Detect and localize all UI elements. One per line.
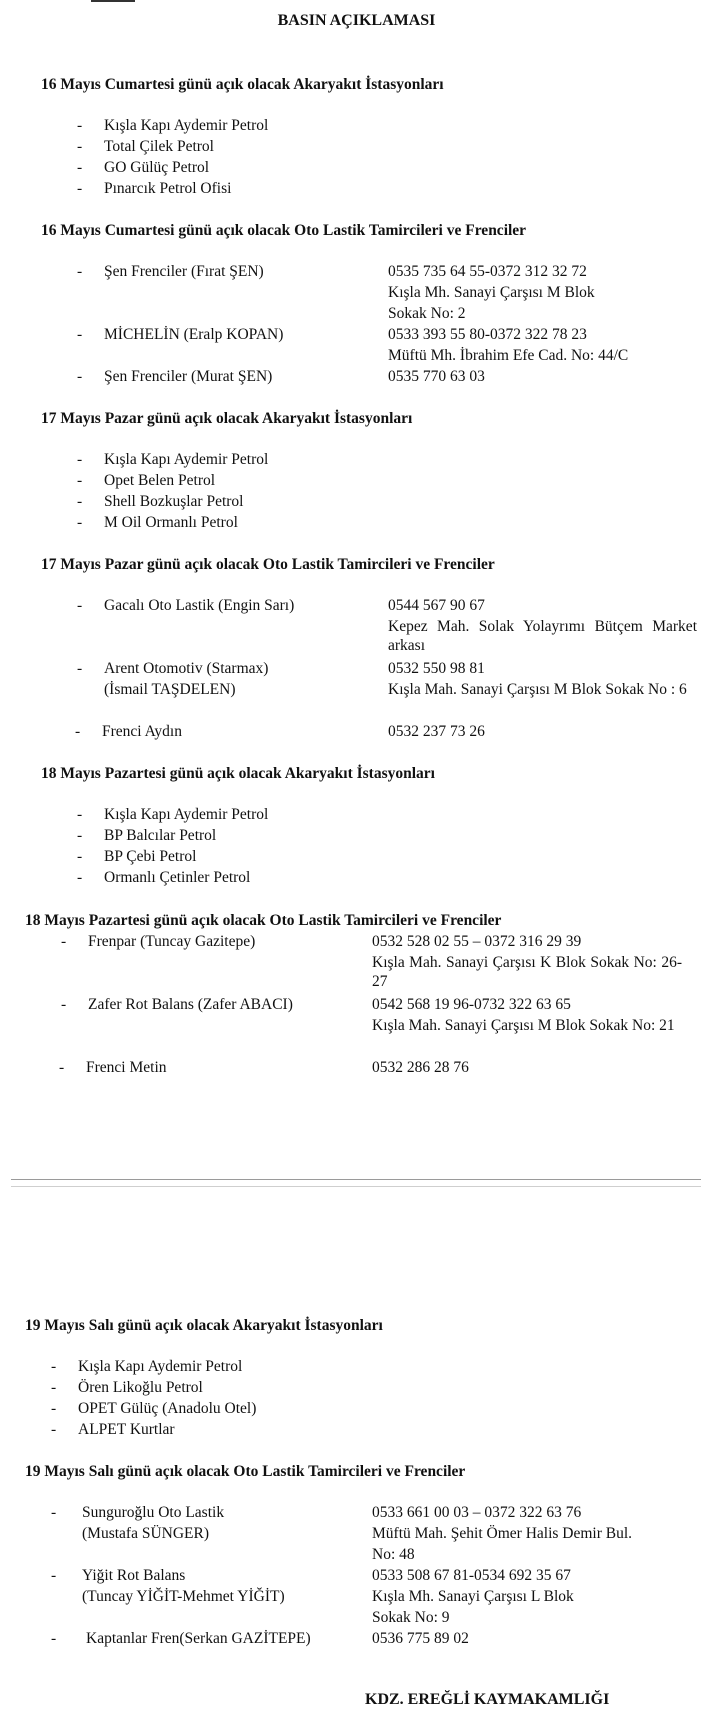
- shop-name: Arent Otomotiv (Starmax): [104, 660, 269, 677]
- bullet: -: [77, 138, 83, 155]
- bullet: -: [77, 326, 83, 343]
- shop-phone: 0533 508 67 81-0534 692 35 67: [372, 1567, 571, 1584]
- shop-address: Kepez Mah. Solak Yolayrımı Bütçem Market arkası: [388, 618, 697, 654]
- shop-phone: 0533 393 55 80-0372 322 78 23: [388, 326, 587, 343]
- bullet: -: [77, 514, 83, 531]
- shop-name: Frenci Aydın: [102, 723, 182, 740]
- list-item: BP Balcılar Petrol: [104, 827, 217, 844]
- bullet: -: [51, 1379, 57, 1396]
- bullet: -: [77, 117, 83, 134]
- shop-name: Kaptanlar Fren(Serkan GAZİTEPE): [86, 1630, 311, 1647]
- bullet: -: [51, 1400, 57, 1417]
- shop-address: Kışla Mah. Sanayi Çarşısı M Blok Sokak No: 21: [372, 1017, 675, 1034]
- shop-name: Şen Frenciler (Fırat ŞEN): [104, 263, 264, 280]
- section-heading: 18 Mayıs Pazartesi günü açık olacak Oto Lastik Tamircileri ve Frenciler: [25, 912, 502, 929]
- list-item: ALPET Kurtlar: [78, 1421, 175, 1438]
- shop-owner: (Mustafa SÜNGER): [82, 1525, 209, 1542]
- bullet: -: [61, 933, 67, 950]
- shop-address: Müftü Mh. İbrahim Efe Cad. No: 44/C: [388, 347, 629, 364]
- list-item: Shell Bozkuşlar Petrol: [104, 493, 244, 510]
- list-item: Ören Likoğlu Petrol: [78, 1379, 203, 1396]
- bullet: -: [77, 493, 83, 510]
- bullet: -: [77, 263, 83, 280]
- shop-name: Sunguroğlu Oto Lastik: [82, 1504, 225, 1521]
- list-item: Kışla Kapı Aydemir Petrol: [104, 806, 269, 823]
- list-item: GO Gülüç Petrol: [104, 159, 210, 176]
- page-break-divider: [11, 1179, 701, 1187]
- shop-address: Kışla Mh. Sanayi Çarşısı L Blok: [372, 1588, 574, 1605]
- bullet: -: [77, 848, 83, 865]
- list-item: Kışla Kapı Aydemir Petrol: [104, 117, 269, 134]
- shop-name: Frenci Metin: [86, 1059, 167, 1076]
- issuer-signature: KDZ. EREĞLİ KAYMAKAMLIĞI: [365, 1691, 610, 1708]
- list-item: Opet Belen Petrol: [104, 472, 216, 489]
- shop-address: Müftü Mah. Şehit Ömer Halis Demir Bul.: [372, 1525, 633, 1542]
- list-item: Ormanlı Çetinler Petrol: [104, 869, 251, 886]
- shop-phone: 0535 770 63 03: [388, 368, 485, 385]
- bullet: -: [77, 869, 83, 886]
- shop-address: Kışla Mah. Sanayi Çarşısı M Blok Sokak No : 6: [388, 681, 687, 698]
- shop-phone: 0532 286 28 76: [372, 1059, 469, 1076]
- shop-name: Frenpar (Tuncay Gazitepe): [88, 933, 256, 950]
- bullet: -: [51, 1504, 57, 1521]
- bullet: -: [59, 1059, 65, 1076]
- shop-name: Yiğit Rot Balans: [82, 1567, 186, 1584]
- list-item: Pınarcık Petrol Ofisi: [104, 180, 232, 197]
- list-item: Kışla Kapı Aydemir Petrol: [104, 451, 269, 468]
- shop-name: Zafer Rot Balans (Zafer ABACI): [88, 996, 293, 1013]
- section-heading: 16 Mayıs Cumartesi günü açık olacak Akaryakıt İstasyonları: [41, 76, 444, 93]
- list-item: Total Çilek Petrol: [104, 138, 214, 155]
- shop-owner: (Tuncay YİĞİT-Mehmet YİĞİT): [82, 1588, 285, 1605]
- bullet: -: [75, 723, 81, 740]
- bullet: -: [51, 1630, 57, 1647]
- bullet: -: [51, 1421, 57, 1438]
- bullet: -: [77, 806, 83, 823]
- bullet: -: [51, 1358, 57, 1375]
- bullet: -: [77, 159, 83, 176]
- bullet: -: [77, 660, 83, 677]
- shop-name: MİCHELİN (Eralp KOPAN): [104, 326, 284, 343]
- shop-address: Kışla Mah. Sanayi Çarşısı K Blok Sokak No: 26-27: [372, 954, 682, 990]
- shop-phone: 0533 661 00 03 – 0372 322 63 76: [372, 1504, 582, 1521]
- section-heading: 19 Mayıs Salı günü açık olacak Akaryakıt İstasyonları: [25, 1317, 383, 1334]
- list-item: M Oil Ormanlı Petrol: [104, 514, 238, 531]
- section-heading: 16 Mayıs Cumartesi günü açık olacak Oto Lastik Tamircileri ve Frenciler: [41, 222, 527, 239]
- shop-phone: 0544 567 90 67: [388, 597, 485, 614]
- bullet: -: [77, 451, 83, 468]
- section-heading: 17 Mayıs Pazar günü açık olacak Oto Lastik Tamircileri ve Frenciler: [41, 556, 495, 573]
- bullet: -: [77, 368, 83, 385]
- shop-phone: 0532 528 02 55 – 0372 316 29 39: [372, 933, 582, 950]
- shop-phone: 0535 735 64 55-0372 312 32 72: [388, 263, 587, 280]
- bullet: -: [61, 996, 67, 1013]
- bullet: -: [51, 1567, 57, 1584]
- list-item: BP Çebi Petrol: [104, 848, 197, 865]
- shop-phone: 0536 775 89 02: [372, 1630, 469, 1647]
- section-heading: 17 Mayıs Pazar günü açık olacak Akaryakıt İstasyonları: [41, 410, 413, 427]
- shop-phone: 0532 550 98 81: [388, 660, 485, 677]
- shop-address: Sokak No: 9: [372, 1609, 450, 1626]
- list-item: OPET Gülüç (Anadolu Otel): [78, 1400, 257, 1417]
- shop-address: No: 48: [372, 1546, 415, 1563]
- section-heading: 19 Mayıs Salı günü açık olacak Oto Lastik Tamircileri ve Frenciler: [25, 1463, 466, 1480]
- page-title: BASIN AÇIKLAMASI: [277, 12, 436, 29]
- list-item: Kışla Kapı Aydemir Petrol: [78, 1358, 243, 1375]
- shop-address: Kışla Mh. Sanayi Çarşısı M Blok: [388, 284, 595, 301]
- section-heading: 18 Mayıs Pazartesi günü açık olacak Akaryakıt İstasyonları: [41, 765, 435, 782]
- shop-phone: 0542 568 19 96-0732 322 63 65: [372, 996, 571, 1013]
- shop-owner: (İsmail TAŞDELEN): [104, 681, 236, 698]
- bullet: -: [77, 472, 83, 489]
- shop-address: Sokak No: 2: [388, 305, 466, 322]
- shop-phone: 0532 237 73 26: [388, 723, 485, 740]
- bullet: -: [77, 597, 83, 614]
- shop-name: Gacalı Oto Lastik (Engin Sarı): [104, 597, 295, 614]
- shop-name: Şen Frenciler (Murat ŞEN): [104, 368, 273, 385]
- bullet: -: [77, 180, 83, 197]
- bullet: -: [77, 827, 83, 844]
- page-edge-mark: [91, 0, 135, 2]
